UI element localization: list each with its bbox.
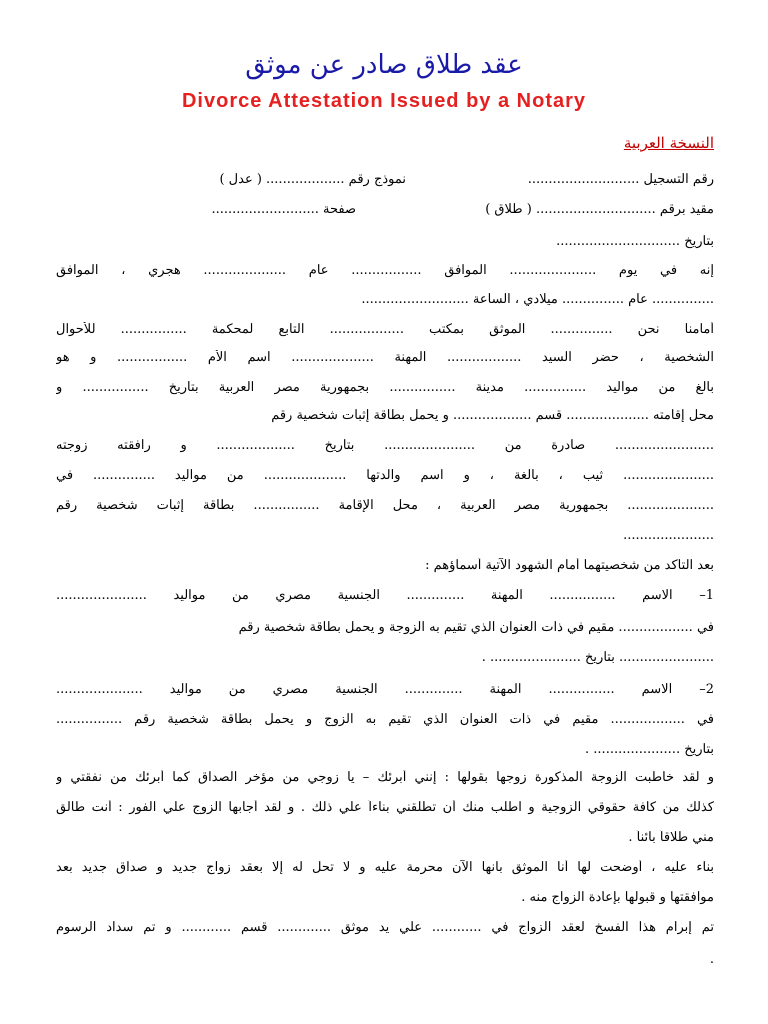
section-label: النسخة العربية bbox=[623, 134, 714, 152]
document-line: 2– الاسم ................ المهنة .............. الجنسية مصري من مواليد ..................... bbox=[56, 682, 714, 697]
document-line: موافقتها و قبولها بإعادة الزواج منه . bbox=[521, 890, 714, 905]
document-line: بتاريخ .............................. bbox=[556, 234, 714, 249]
document-line: بتاريخ ..................... . bbox=[585, 742, 714, 757]
registration-row bbox=[0, 172, 768, 188]
title-english: Divorce Attestation Issued by a Notary bbox=[181, 90, 587, 112]
document-line: محل إقامته .................... قسم ................... و يحمل بطاقة إثبات شخصية رقم bbox=[271, 408, 714, 423]
document-line: مني طلاقاً بائناً . bbox=[628, 830, 714, 845]
record-number: مقيد برقم ............................. ( طلاق ) bbox=[485, 202, 714, 217]
registration-number: رقم التسجيل ........................... bbox=[527, 172, 714, 187]
document-line: في .................. مقيم في ذات العنوان الذي تقيم به الزوج و يحمل بطاقة شخصية رقم ................ bbox=[56, 712, 714, 727]
document-line: أمامنا نحن ............... الموثق بمكتب .................. التابع لمحكمة ................ للأحوال bbox=[56, 322, 714, 337]
document-line: 1– الاسم ................ المهنة .............. الجنسية مصري من مواليد ...................... bbox=[56, 588, 714, 603]
document-line: . bbox=[709, 952, 714, 967]
document-line: ....................... بتاريخ ...................... . bbox=[481, 650, 714, 665]
document-line: بعد التأكد من شخصيتهما أمام الشهود الآتية أسماؤهم : bbox=[425, 558, 714, 573]
document-line: ...................... bbox=[623, 528, 714, 543]
document-line: بالغ من مواليد ............... مدينة ................ بجمهورية مصر العربية بتاريخ ................ و bbox=[56, 380, 714, 395]
document-line: الشخصية ، حضر السيد .................. المهنة .................... اسم الأم ................. و هو bbox=[56, 350, 714, 365]
document-line: إنه في يوم ..................... الموافق ................. عام .................... هجري ، الموافق bbox=[56, 263, 714, 278]
form-number: نموذج رقم ................... ( عدل ) bbox=[219, 172, 406, 187]
document-line: تم إبرام هذا الفسخ لعقد الزواج في ............ علي يد موثق ............. قسم ............ و تم سداد الرسوم bbox=[56, 920, 714, 935]
document-line: ............... عام ............... ميلادي ، الساعة .......................... bbox=[361, 292, 714, 307]
document-line: بناء عليه ، أوضحت لها أنا الموثق بأنها الآن محرمة عليه و لا تحل له إلا بعقد زواج جديد و صداق جديد بعد bbox=[56, 860, 714, 875]
record-row bbox=[0, 202, 768, 218]
page-number: صفحة .......................... bbox=[211, 202, 356, 217]
document-line: في .................. مقيم في ذات العنوان الذي تقيم به الزوجة و يحمل بطاقة شخصية رقم bbox=[238, 620, 714, 635]
title-arabic: عقد طلاق صادر عن موثق bbox=[245, 50, 523, 80]
document-line: و لقد خاطبت الزوجة المذكورة زوجها بقولها : إنني أبرئك – يا زوجي من مؤخر الصداق كما أبرئك من نفقتي و bbox=[56, 770, 714, 785]
document-line: كذلك من كافة حقوقي الزوجية و اطلب منك أن تطلقني بناءاً علي ذلك . و لقد أجابها الزوج علي الفور : أنت طالق bbox=[56, 800, 714, 815]
document-line: ...................... ثيب ، بالغة ، و اسم والدتها .................... من مواليد ............... في bbox=[56, 468, 714, 483]
document-line: ........................ صادرة من ...................... بتاريخ ................... و رافقته زوجته bbox=[56, 438, 714, 453]
document-line: ..................... بجمهورية مصر العربية ، محل الإقامة ................ بطاقة إثبات شخصية رقم bbox=[56, 498, 714, 513]
